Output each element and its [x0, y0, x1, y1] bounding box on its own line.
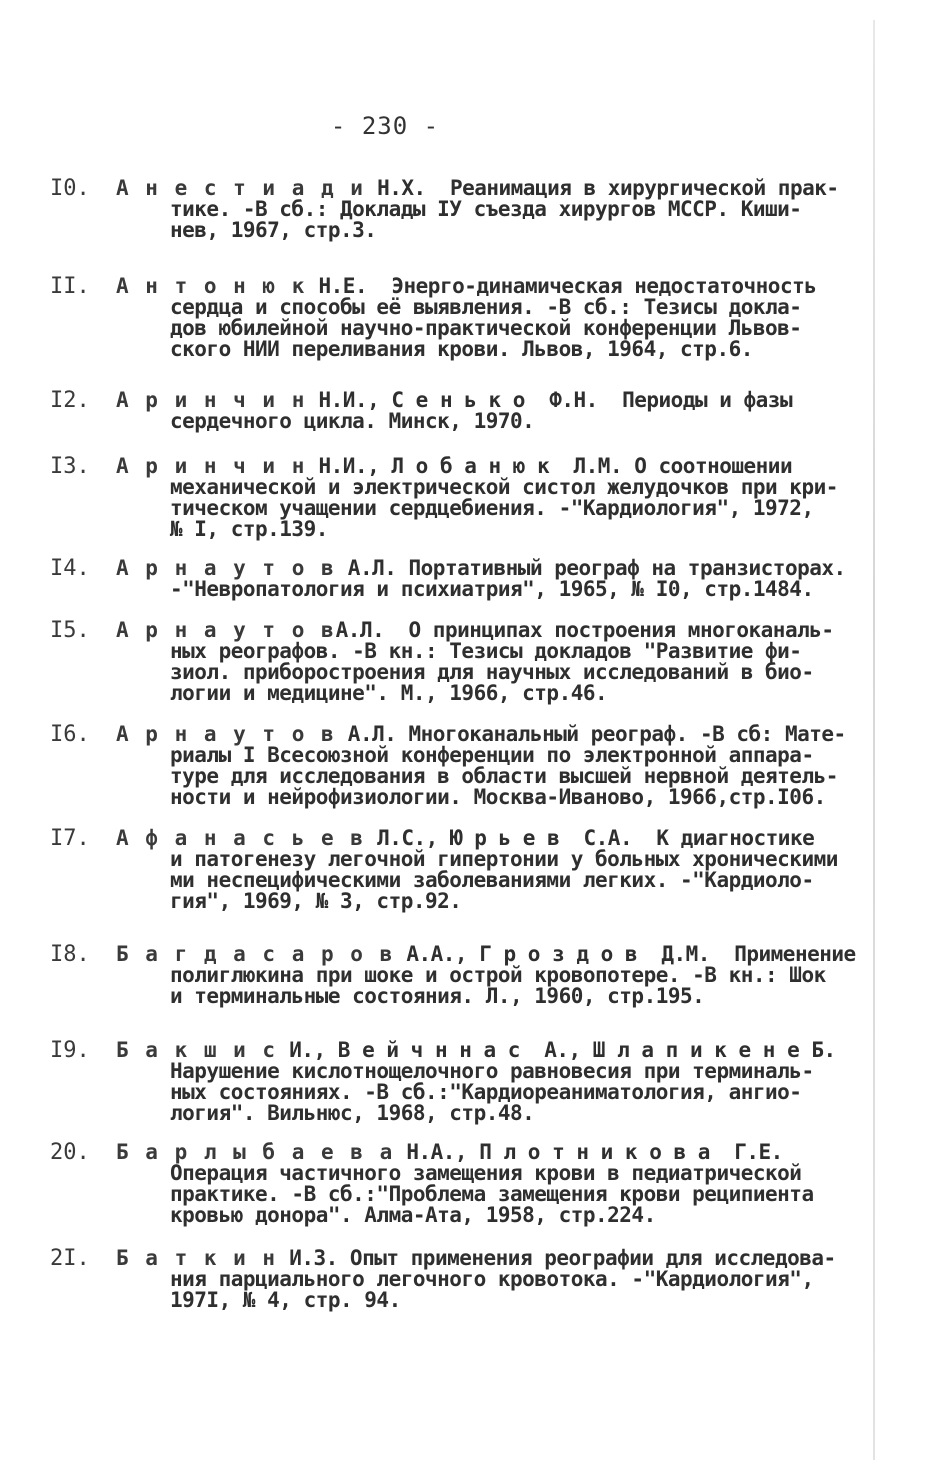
bibliography-entry: [50, 558, 880, 600]
entry-author: А н т о н ю к: [116, 274, 307, 298]
entry-first-line: [116, 390, 880, 411]
entry-author: А ф а н а с ь е в: [116, 826, 365, 850]
entry-title-start: А.Л. Портативный реограф на транзисторах.: [335, 556, 846, 580]
entry-continuation-line: -"Невропатология и психиатрия", 1965, № I0, стр.1484.: [170, 577, 814, 601]
entry-title-start: Н.Х. Реанимация в хирургической прак-: [364, 176, 839, 200]
entry-continuation-line: кровью донора". Алма-Ата, 1958, стр.224.: [170, 1203, 656, 1227]
entry-number: I4.: [50, 556, 90, 581]
entry-continuation-line: Операция частичного замещения крови в педиатрической: [170, 1161, 802, 1185]
entry-number: I0.: [50, 176, 90, 201]
entry-continuation-line: ных реографов. -В кн.: Тезисы докладов "Развитие фи-: [170, 639, 802, 663]
entry-continuation-line: гия", 1969, № 3, стр.92.: [170, 889, 462, 913]
entry-continuation-line: механической и электрической систол желудочков при кри-: [170, 475, 838, 499]
entry-title-start: А.А., Г р о з д о в Д.М. Применение: [394, 942, 856, 966]
bibliography-entry: [50, 1248, 880, 1311]
bibliography-entry: [50, 620, 880, 704]
entry-continuation-line: тике. -В сб.: Доклады IУ съезда хирургов МССР. Киши-: [170, 197, 802, 221]
entry-author: А н е с т и а д и: [116, 176, 365, 200]
entry-continuation-line: ского НИИ переливания крови. Львов, 1964, стр.6.: [170, 337, 753, 361]
entry-continuation-line: Нарушение кислотнощелочного равновесия при терминаль-: [170, 1059, 814, 1083]
entry-continuation-line: и терминальные состояния. Л., 1960, стр.195.: [170, 984, 705, 1008]
entry-number: I2.: [50, 388, 90, 413]
bibliography-entry: [50, 178, 880, 241]
entry-title-start: А.Л. Многоканальный реограф. -В сб: Мате-: [335, 722, 846, 746]
entry-continuation-line: и патогенезу легочной гипертонии у больных хроническими: [170, 847, 838, 871]
entry-continuation-line: дов юбилейной научно-практической конференции Львов-: [170, 316, 802, 340]
entry-continuation-line: сердца и способы её выявления. -В сб.: Тезисы докла-: [170, 295, 802, 319]
entry-first-line: [116, 1040, 880, 1061]
bibliography-entry: [50, 1142, 880, 1226]
entry-continuation-line: туре для исследования в области высшей нервной деятель-: [170, 764, 838, 788]
entry-title-start: А.Л. О принципах построения многоканаль-: [335, 618, 834, 642]
entry-continuation-line: 197I, № 4, стр. 94.: [170, 1288, 401, 1312]
entry-continuation-line: зиол. приборостроения для научных исследований в био-: [170, 660, 814, 684]
entry-title-start: Н.Е. Энерго-динамическая недостаточность: [306, 274, 817, 298]
entry-first-line: [116, 724, 880, 745]
entry-author: А р н а у т о в: [116, 556, 336, 580]
entry-continuation-line: практике. -В сб.:"Проблема замещения крови реципиента: [170, 1182, 814, 1206]
bibliography-entry: [50, 456, 880, 540]
entry-continuation-line: ми неспецифическими заболеваниями легких. -"Кардиоло-: [170, 868, 814, 892]
entry-continuation-line: логии и медицине". М., 1966, стр.46.: [170, 681, 608, 705]
entry-author: А р и н ч и н: [116, 454, 307, 478]
entry-continuation-line: риалы I Всесоюзной конференции по электронной аппара-: [170, 743, 814, 767]
entry-continuation-line: № I, стр.139.: [170, 517, 328, 541]
entry-author: Б а р л ы б а е в а: [116, 1140, 395, 1164]
entry-continuation-line: нев, 1967, стр.3.: [170, 218, 377, 242]
entry-number: I7.: [50, 826, 90, 851]
entry-title-start: Н.И., С е н ь к о Ф.Н. Периоды и фазы: [306, 388, 793, 412]
entry-first-line: [116, 1248, 880, 1269]
entry-first-line: [116, 828, 880, 849]
entry-author: Б а т к и н: [116, 1246, 278, 1270]
entry-continuation-line: ных состояниях. -В сб.:"Кардиореаниматология, ангио-: [170, 1080, 802, 1104]
entry-continuation-line: ния парциального легочного кровотока. -"Кардиология",: [170, 1267, 814, 1291]
entry-author: Б а к ш и с: [116, 1038, 278, 1062]
entry-continuation-line: сердечного цикла. Минск, 1970.: [170, 409, 535, 433]
entry-number: I5.: [50, 618, 90, 643]
entry-author: А р н а у т о в: [116, 618, 336, 642]
entry-first-line: [116, 620, 880, 641]
entry-continuation-line: логия". Вильнюс, 1968, стр.48.: [170, 1101, 535, 1125]
entry-author: А р н а у т о в: [116, 722, 336, 746]
entry-title-start: Л.С., Ю р ь е в С.А. К диагностике: [364, 826, 815, 850]
entry-first-line: [116, 276, 880, 297]
entry-title-start: Н.И., Л о б а н ю к Л.М. О соотношении: [306, 454, 793, 478]
entry-number: 2I.: [50, 1246, 90, 1271]
bibliography-entry: [50, 276, 880, 360]
entry-title-start: И., В е й ч н н а с А., Ш л а п и к е н е Б.: [277, 1038, 836, 1062]
page-number: - 230 -: [330, 112, 440, 140]
entry-first-line: [116, 944, 880, 965]
bibliography-entry: [50, 390, 880, 432]
bibliography-entry: [50, 828, 880, 912]
entry-first-line: [116, 178, 880, 199]
bibliography-entry: [50, 724, 880, 808]
entry-title-start: Н.А., П л о т н и к о в а Г.Е.: [394, 1140, 783, 1164]
entry-number: I9.: [50, 1038, 90, 1063]
entry-first-line: [116, 456, 880, 477]
bibliography-entry: [50, 1040, 880, 1124]
entry-first-line: [116, 1142, 880, 1163]
entry-number: I8.: [50, 942, 90, 967]
entry-title-start: И.З. Опыт применения реографии для исследова-: [277, 1246, 836, 1270]
entry-number: 20.: [50, 1140, 90, 1165]
bibliography-entry: [50, 944, 880, 1007]
entry-number: I6.: [50, 722, 90, 747]
entry-number: II.: [50, 274, 90, 299]
entry-number: I3.: [50, 454, 90, 479]
entry-continuation-line: ности и нейрофизиологии. Москва-Иваново, 1966,стр.I06.: [170, 785, 826, 809]
entry-continuation-line: полиглюкина при шоке и острой кровопотере. -В кн.: Шок: [170, 963, 826, 987]
entry-author: Б а г д а с а р о в: [116, 942, 395, 966]
entry-continuation-line: тическом учащении сердцебиения. -"Кардиология", 1972,: [170, 496, 814, 520]
entry-first-line: [116, 558, 880, 579]
entry-author: А р и н ч и н: [116, 388, 307, 412]
